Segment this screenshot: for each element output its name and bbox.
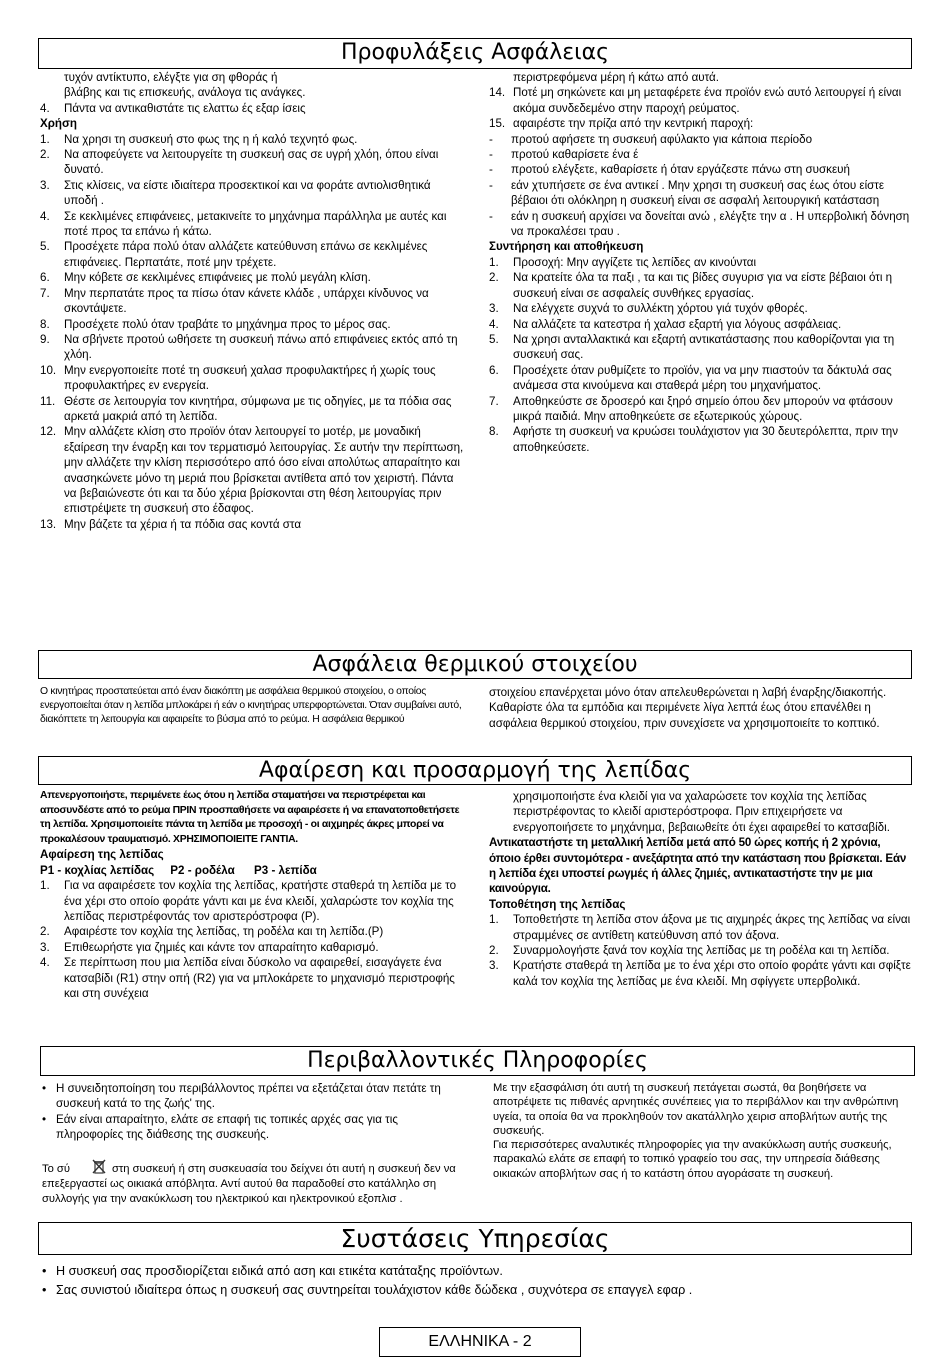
- env-symbol-pre: Το σύ: [42, 1162, 70, 1175]
- bullet-text: Η συσκευή σας προσδιορίζεται ειδικά από αση και ετικέτα κατάταξης προϊόντων.: [56, 1264, 503, 1278]
- safety-right-item: [489, 332, 915, 363]
- item-text: Να κρατείτε όλα τα παξι , τα και τις βίδες συγυρισ για να είστε βέβαιοι ότι η συσκευή είναι σε ασφαλείς συνθήκες εργασίας.: [513, 271, 893, 300]
- env-bullet: [42, 1112, 466, 1143]
- item-text: Μην αλλάζετε κλίση στο προϊόν όταν λειτουργεί το μοτέρ, με μοναδική εξαίρεση την έναρξη και τον τερματισμό λειτουργίας. Σε αυτήν την περίπτωση, μην αλλάζετε την κλίση περισσότερο από όσο είναι απολύτως απαραίτητο και ανασηκώνετε μόνο τη μεριά που βρίσκεται αντίθετα από τον χειριστή. Πάντα να βεβαιώνεστε ότι και τα δύο χέρια βρίσκονται στη θέση λειτουργίας πριν επιστρέψετε τη συσκευή στο έδαφος.: [64, 425, 464, 516]
- blade-removal-heading: Αφαίρεση της λεπίδας: [40, 848, 164, 862]
- item-number: 2.: [40, 148, 50, 162]
- item-number: 4.: [40, 209, 50, 223]
- item-text: Κρατήστε σταθερά τη λεπίδα με το ένα χέρι στο οποίο φοράτε γάντι και σφίξτε καλά τον κοχλία της λεπίδας με ένα κλειδί. Μη σφίγγετε υπερβολικά.: [513, 959, 911, 988]
- item-number: -: [489, 132, 493, 146]
- item-text: Ποτέ μη σηκώνετε και μη μεταφέρετε ένα προϊόν ενώ αυτό λειτουργεί ή είναι ακόμα συνδεδεμένο στην παροχή ρεύματος.: [513, 86, 902, 115]
- blade-removal-item: [40, 924, 464, 939]
- safety-left-item: [40, 286, 464, 317]
- item-number: 3.: [489, 959, 499, 973]
- service-section-title: Συστάσεις Υπηρεσίας: [38, 1222, 912, 1255]
- blade-fit-item: [489, 958, 915, 989]
- blade-intro: Απενεργοποιήστε, περιμένετε έως ότου η λεπίδα σταματήσει να περιστρέφεται και αποσυνδέστε από το ρεύμα ΠΡΙΝ προσπαθήσετε να αφαιρέσετε ή να επανατοποθετήσετε τη λεπίδα. Χρησιμοποιείτε πάντα τη λεπίδα με προσοχή - οι αιχμηρές άκρες μπορεί να προκαλέσουν τραυματισμό. ΧΡΗΣΙΜΟΠΟΙΕΙΤΕ ΓΑΝΤΙΑ.: [40, 790, 460, 845]
- env-section-title: Περιβαλλοντικές Πληροφορίες: [40, 1046, 915, 1076]
- safety-right-item: [489, 394, 915, 425]
- item-number: 2.: [489, 944, 499, 958]
- env-right-paragraph-2: Για περισσότερες αναλυτικές πληροφορίες για την ανακύκλωση αυτής συσκευής, παρακαλώ ελάτε σε επαφή το τοπικό γραφείο του σας, την υπηρεσία διάθεσης οικιακών αποβλήτων σας ή το κατάστη όπου αγοράσατε τη συσκευή.: [493, 1139, 892, 1180]
- item-text: Να χρησι ανταλλακτικά και εξαρτή αντικατάστασης που καθορίζονται για τη συσκευή σας.: [513, 332, 895, 362]
- item-number: 6.: [489, 363, 499, 377]
- item-number: 1.: [489, 255, 499, 269]
- item-text: Μην περπατάτε προς τα πίσω όταν κάνετε κλάδε , υπάρχει κίνδυνος να σκοντάψετε.: [64, 286, 429, 316]
- safety-left-item: [40, 239, 464, 270]
- item-text: Μην κόβετε σε κεκλιμένες επιφάνειες με πολύ μεγάλη κλίση.: [64, 271, 371, 285]
- item-text: Αφήστε τη συσκευή να κρυώσει τουλάχιστον για 30 δευτερόλεπτα, πριν την αποθηκεύσετε.: [513, 425, 899, 454]
- item-number: 7.: [489, 394, 499, 408]
- item-number: -: [489, 178, 493, 192]
- safety-right-item: [489, 70, 915, 85]
- thermal-left-text: Ο κινητήρας προστατεύεται από έναν διακόπτη με ασφάλεια θερμικού στοιχείου, ο οποίος ενεργοποιείται όταν η λεπίδα μπλοκάρει ή εάν ο κινητήρας υπερφορτώνεται. Όταν συμβαίνει αυτό, διακόπτετε τη λειτουργία και αφαιρείτε το βύσμα από το ρεύμα. Η ασφάλεια θερμικού: [40, 686, 462, 725]
- item-text: εάν χτυπήσετε σε ένα αντικεί . Μην χρησι τη συσκευή σας έως ότου είστε βέβαιοι ότι ολόκληρη η συσκευή είναι σε ασφαλή λειτουργική κατάσταση: [511, 178, 885, 208]
- item-text: Να σβήνετε προτού ωθήσετε τη συσκευή πάνω από επιφάνειες εκτός από τη χλόη.: [64, 332, 458, 362]
- safety-right-column: [489, 70, 915, 455]
- item-number: 4.: [40, 956, 50, 970]
- blade-left-column: [40, 789, 464, 1001]
- safety-left-item: [40, 517, 464, 532]
- item-text: Να αλλάζετε τα κατεστρα ή χαλασ εξαρτή για λόγους ασφάλειας.: [513, 317, 842, 331]
- item-text: Πάντα να αντικαθιστάτε τις ελαττω ές εξαρ ίσεις: [64, 101, 306, 115]
- service-bullets: [42, 1262, 922, 1300]
- item-text: Να ελέγχετε συχνά το συλλέκτη χόρτου γιά τυχόν φθορές.: [513, 302, 808, 316]
- item-text: Στις κλίσεις, να είστε ιδιαίτερα προσεκτικοί και να φοράτε αντιολισθητικά υποδή .: [64, 178, 431, 208]
- env-symbol-post: στη συσκευή ή στη συσκευασία του δείχνει ότι αυτή η συσκευή δεν να επεξεργαστεί ως οικιακά απόβλητα. Αντί αυτού θα παραδοθεί στο κατάλληλο ση συλλογής για την ανακύκλωση του ηλεκτρικού και ηλεκτρονικού εξοπλισ .: [42, 1162, 456, 1205]
- item-number: 3.: [489, 302, 499, 316]
- item-number: 8.: [489, 425, 499, 439]
- crossed-bin-icon: [92, 1159, 106, 1174]
- safety-right-item: [489, 363, 915, 394]
- blade-removal-item: [40, 878, 464, 924]
- safety-right-item: [489, 178, 915, 209]
- blade-fit-heading: Τοποθέτηση της λεπίδας: [489, 897, 626, 911]
- item-text: Συναρμολογήστε ξανά τον κοχλία της λεπίδας με τη ροδέλα και τη λεπίδα.: [513, 944, 890, 958]
- item-text: βλάβης και τις επισκευής, ανάλογα τις ανάγκες.: [64, 86, 306, 100]
- bullet-text: Η συνειδητοποίηση του περιβάλλοντος πρέπει να εξετάζεται όταν πετάτε τη συσκευή κατά το της ζωής' της.: [56, 1082, 441, 1111]
- item-text: Για να αφαιρέσετε τον κοχλία της λεπίδας, κρατήστε σταθερά τη λεπίδα με το ένα χέρι στο οποίο φοράτε γάντι και με ένα κλειδί, χαλαρώστε τον κοχλία της λεπίδας περιστρέφοντάς τον αριστερόστροφα (P).: [64, 879, 457, 923]
- safety-right-item: [489, 116, 915, 131]
- safety-left-item: [40, 101, 464, 116]
- safety-left-item: [40, 363, 464, 394]
- safety-left-item: [40, 116, 464, 131]
- thermal-right-text: στοιχείου επανέρχεται μόνο όταν απελευθερώνεται η λαβή έναρξης/διακοπής. Καθαρίστε όλα τα εμπόδια και περιμένετε λίγα λεπτά έως ότου επανέλθει η ασφάλεια θερμικού στοιχείου, πριν συνεχίσετε να χρησιμοποιείτε το κοπτικό.: [489, 686, 887, 730]
- item-text: αφαιρέστε την πρίζα από την κεντρική παροχή:: [513, 117, 754, 131]
- item-number: 3.: [40, 940, 50, 954]
- item-text: Αφαιρέστε τον κοχλία της λεπίδας, τη ροδέλα και τη λεπίδα.(P): [64, 925, 384, 939]
- bullet-dot-icon: •: [42, 1082, 47, 1095]
- safety-right-item: [489, 270, 915, 301]
- safety-left-item: [40, 147, 464, 178]
- blade-fit-item: [489, 912, 915, 943]
- item-number: 5.: [489, 332, 499, 346]
- item-text: Να χρησι τη συσκευή στο φως της η ή καλό τεχνητό φως.: [64, 132, 358, 146]
- env-bullet: [42, 1081, 466, 1112]
- blade-right-column: [489, 789, 915, 989]
- item-number: 14.: [489, 86, 506, 100]
- safety-left-column: [40, 70, 464, 532]
- item-text: Συντήρηση και αποθήκευση: [489, 240, 644, 254]
- safety-left-item: [40, 70, 464, 85]
- safety-right-item: [489, 424, 915, 455]
- item-text: Χρήση: [40, 117, 78, 131]
- env-right-paragraph-1: Με την εξασφάλιση ότι αυτή τη συσκευή πετάγεται σωστά, θα βοηθήσετε να αποτρέψετε τις πιθανές αρνητικές συνέπειες για το περιβάλλον και την ανθρώπινη υγεία, τα οποία θα να προκληθούν τον ακατάλληλο χειρισ αποβλήτων αυτής της συσκευής.: [493, 1082, 899, 1137]
- blade-right-intro: χρησιμοποιήστε ένα κλειδί για να χαλαρώσετε τον κοχλία της λεπίδας περιστρέφοντας το κλειδί αριστερόστροφα. Πριν επιχειρήσετε να ενεργοποιήσετε το μηχάνημα, βεβαιωθείτε ότι έχει αφαιρεθεί το κατσαβίδι.: [513, 790, 890, 834]
- item-number: 5.: [40, 240, 50, 254]
- safety-right-item: [489, 132, 915, 147]
- safety-left-item: [40, 270, 464, 285]
- item-number: 10.: [40, 363, 57, 377]
- safety-left-item: [40, 178, 464, 209]
- blade-section-title: Αφαίρεση και προσαρμογή της λεπίδας: [38, 756, 912, 785]
- item-number: 1.: [489, 913, 499, 927]
- item-number: 9.: [40, 332, 50, 346]
- bullet-dot-icon: •: [42, 1283, 47, 1297]
- item-text: Επιθεωρήστε για ζημιές και κάντε τον απαραίτητο καθαρισμό.: [64, 940, 379, 954]
- item-text: Προσέχετε όταν ρυθμίζετε το προϊόν, για να μην πιαστούν τα δάκτυλά σας ανάμεσα στα κινούμενα και σταθερά μέρη του μηχανήματος.: [513, 363, 892, 393]
- item-text: Σε περίπτωση που μια λεπίδα είναι δύσκολο να αφαιρεθεί, εισαγάγετε ένα κατσαβίδι (R1) στην οπή (R2) για να μπλοκάρετε το μηχανισμό περιστροφής και στη συνέχεια: [64, 956, 455, 1001]
- env-left-column: [42, 1081, 466, 1207]
- item-number: 12.: [40, 425, 57, 439]
- item-text: Αποθηκεύστε σε δροσερό και ξηρό σημείο όπου δεν μπορούν να φτάσουν μικρά παιδιά. Μην αποθηκεύετε σε εξωτερικούς χώρους.: [513, 394, 893, 423]
- item-number: 11.: [40, 394, 56, 408]
- item-text: προτού ελέγξετε, καθαρίσετε ή όταν εργάζεστε πάνω στη συσκευή: [511, 163, 850, 177]
- item-number: 7.: [40, 286, 50, 300]
- bullet-dot-icon: •: [42, 1264, 47, 1278]
- blade-fit-item: [489, 943, 915, 958]
- blade-replacement-warning: Αντικαταστήστε τη μεταλλική λεπίδα μετά από 50 ώρες κοπής ή 2 χρόνια, όποιο έρθει συντομότερα - ανεξάρτητα από την κατάσταση που βρίσκεται. Εάν η λεπίδα έχει υποστεί ρωγμές ή άλλες ζημιές, αντικαταστήστε την με μια καινούργια.: [489, 836, 907, 896]
- item-number: -: [489, 148, 493, 162]
- safety-left-item: [40, 209, 464, 240]
- item-number: -: [489, 209, 493, 223]
- item-text: περιστρεφόμενα μέρη ή κάτω από αυτά.: [513, 71, 719, 84]
- item-text: τυχόν αντίκτυπο, ελέγξτε για ση φθοράς ή: [64, 71, 278, 84]
- item-number: 4.: [40, 101, 50, 115]
- safety-right-item: [489, 239, 915, 254]
- item-number: -: [489, 163, 493, 177]
- bullet-text: Εάν είναι απαραίτητο, ελάτε σε επαφή τις τοπικές αρχές σας για τις πληροφορίες της διάθεσης της συσκευής.: [56, 1112, 398, 1142]
- page-footer-label: ΕΛΛΗΝΙΚΑ - 2: [379, 1327, 581, 1357]
- safety-right-item: [489, 147, 915, 162]
- service-bullet: [42, 1262, 922, 1281]
- item-text: Τοποθετήστε τη λεπίδα στον άξονα με τις αιχμηρές άκρες της λεπίδας να είναι στραμμένες σε αντίθετη κατεύθυνση από τον άξονα.: [513, 913, 911, 942]
- bullet-text: Σας συνιστού ιδιαίτερα όπως η συσκευή σας συντηρείται τουλάχιστον κάθε δώδεκα , συχνότερα σε επαγγελ εφαρ .: [56, 1283, 693, 1297]
- blade-parts-legend: P1 - κοχλίας λεπίδας P2 - ροδέλα P3 - λεπίδα: [40, 863, 317, 877]
- safety-left-item: [40, 332, 464, 363]
- safety-left-item: [40, 85, 464, 100]
- item-text: Προσοχή: Μην αγγίζετε τις λεπίδες αν κινούνται: [513, 255, 757, 269]
- safety-left-item: [40, 132, 464, 147]
- bullet-dot-icon: •: [42, 1112, 47, 1126]
- item-number: 15.: [489, 117, 506, 131]
- thermal-section-title: Ασφάλεια θερμικού στοιχείου: [38, 650, 912, 679]
- safety-right-item: [489, 85, 915, 116]
- env-symbol-paragraph: [42, 1159, 466, 1207]
- safety-left-item: [40, 424, 464, 516]
- item-text: Προσέχετε πάρα πολύ όταν αλλάζετε κατεύθυνση επάνω σε κεκλιμένες επιφάνειες. Περπατάτε, ποτέ μην τρέχετε.: [64, 240, 428, 269]
- item-text: Προσέχετε πολύ όταν τραβάτε το μηχάνημα προς το μέρος σας.: [64, 317, 391, 331]
- item-number: 8.: [40, 317, 50, 331]
- safety-left-item: [40, 394, 464, 425]
- blade-removal-item: [40, 940, 464, 955]
- item-number: 13.: [40, 517, 57, 531]
- item-text: Μην ενεργοποιείτε ποτέ τη συσκευή χαλασ προφυλακτήρες ή χωρίς τους προφυλακτήρες εν ενεργεία.: [64, 363, 436, 393]
- safety-right-item: [489, 301, 915, 316]
- item-text: Σε κεκλιμένες επιφάνειες, μετακινείτε το μηχάνημα παράλληλα με αυτές και ποτέ προς τα επάνω ή κάτω.: [64, 209, 447, 239]
- safety-right-item: [489, 255, 915, 270]
- item-number: 3.: [40, 178, 50, 192]
- item-number: 1.: [40, 879, 50, 893]
- safety-left-item: [40, 317, 464, 332]
- env-right-column: [493, 1081, 916, 1181]
- item-number: 2.: [489, 271, 499, 285]
- item-number: 2.: [40, 925, 50, 939]
- item-number: 4.: [489, 317, 499, 331]
- item-number: 1.: [40, 132, 50, 146]
- safety-right-item: [489, 162, 915, 177]
- item-text: προτού αφήσετε τη συσκευή αφύλακτο για κάποια περίοδο: [511, 132, 813, 146]
- item-number: 6.: [40, 271, 50, 285]
- item-text: Θέστε σε λειτουργία τον κινητήρα, σύμφωνα με τις οδηγίες, με τα πόδια σας αρκετά μακριά από τη λεπίδα.: [64, 394, 452, 423]
- item-text: εάν η συσκευή αρχίσει να δονείται ανώ , ελέγξτε την α . Η υπερβολική δόνηση να προκαλέσει τραυ .: [511, 209, 910, 239]
- safety-right-item: [489, 317, 915, 332]
- item-text: Να αποφεύγετε να λειτουργείτε τη συσκευή σας σε υγρή χλόη, όπου είναι δυνατό.: [64, 148, 439, 177]
- item-text: Μην βάζετε τα χέρια ή τα πόδια σας κοντά στα: [64, 517, 302, 531]
- safety-right-item: [489, 209, 915, 240]
- safety-section-title: Προφυλάξεις Ασφάλειας: [38, 38, 912, 69]
- blade-removal-item: [40, 955, 464, 1001]
- item-text: προτού καθαρίσετε ένα έ: [511, 148, 639, 162]
- service-bullet: [42, 1281, 922, 1300]
